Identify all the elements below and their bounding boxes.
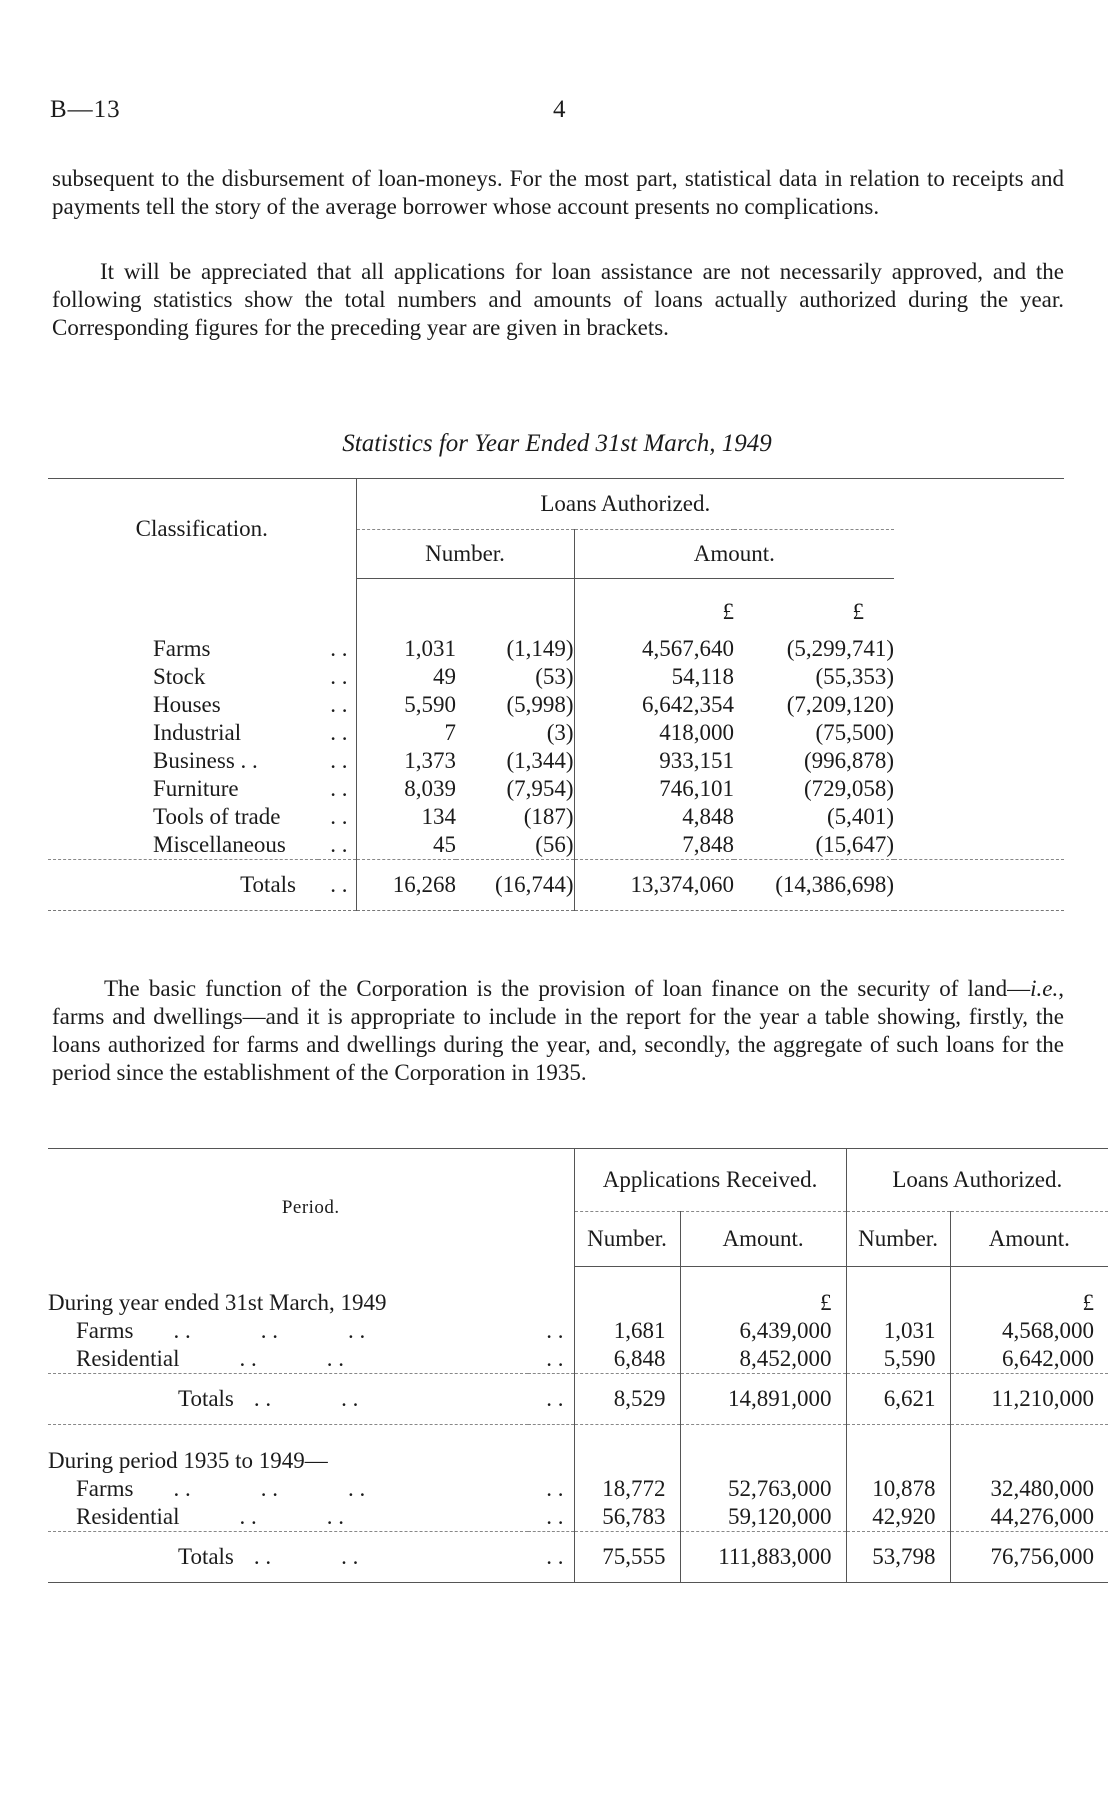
loan-amount-header: Amount. <box>950 1212 1108 1267</box>
row-label: Farms <box>153 636 211 661</box>
table1-caption: Statistics for Year Ended 31st March, 1949 <box>342 430 772 457</box>
totals-row: Totals . . 16,268 (16,744) 13,374,060 (14,386,698) <box>48 860 1064 911</box>
applications-header: Applications Received. <box>574 1149 846 1212</box>
totals-row: Totals . . . . . . 8,529 14,891,000 6,621 11,210,000 <box>48 1374 1108 1425</box>
paragraph-2: It will be appreciated that all applications for loan assistance are not necessarily approved, and the following statistics show the total numbers and amounts of loans actually authorized during the year. Corresponding figures for the preceding year are given in brackets. <box>52 259 1064 340</box>
section-title-row <box>48 1447 1108 1475</box>
section-title: During period 1935 to 1949— <box>48 1448 328 1473</box>
totals-label: Totals . . . . <box>48 1532 528 1583</box>
table-row: Residential . . . . . . 56,783 59,120,000 42,920 44,276,000 <box>48 1503 1108 1532</box>
paragraph-1: subsequent to the disbursement of loan-moneys. For the most part, statistical data in relation to receipts and payments tell the story of the average borrower whose account presents no complications. <box>52 166 1064 219</box>
row-label: Stock <box>153 664 206 689</box>
loans-authorized-header: Loans Authorized. <box>356 479 894 530</box>
row-label: Residential . . . . <box>76 1504 344 1529</box>
row-label: Residential . . . . <box>76 1346 344 1371</box>
amount-header: Amount. <box>574 530 894 579</box>
currency-symbol: £ <box>680 1289 846 1317</box>
table-row: Houses . . 5,590 (5,998) 6,642,354 (7,209,120) <box>48 691 1064 719</box>
table-row: Industrial . . 7 (3) 418,000 (75,500) <box>48 719 1064 747</box>
table-row: Miscellaneous . . 45 (56) 7,848 (15,647) <box>48 831 1064 860</box>
document-reference: B—13 <box>50 96 121 123</box>
table-row: Stock . . 49 (53) 54,118 (55,353) <box>48 663 1064 691</box>
row-label: Industrial <box>153 720 242 745</box>
period-header: Period. <box>281 1196 340 1218</box>
app-amount-header: Amount. <box>680 1212 846 1267</box>
currency-symbol: £ <box>574 579 734 636</box>
section-title-row <box>48 1289 1108 1317</box>
row-label: Miscellaneous <box>153 832 286 857</box>
table-row: Business . . . . 1,373 (1,344) 933,151 (996,878) <box>48 747 1064 775</box>
totals-row: Totals . . . . . . 75,555 111,883,000 53,798 76,756,000 <box>48 1532 1108 1583</box>
table-row: Furniture . . 8,039 (7,954) 746,101 (729,058) <box>48 775 1064 803</box>
row-label: Business . . <box>153 748 258 773</box>
classification-header: Classification. <box>135 515 268 541</box>
loan-number-header: Number. <box>846 1212 950 1267</box>
table-row: Farms . . . . . . . . 1,681 6,439,000 1,031 4,568,000 <box>48 1317 1108 1345</box>
row-label: Houses <box>153 692 221 717</box>
farms-dwellings-table <box>48 1148 1108 1583</box>
page-number: 4 <box>553 96 566 123</box>
table-row: Farms . . 1,031 (1,149) 4,567,640 (5,299,741) <box>48 635 1064 663</box>
app-number-header: Number. <box>574 1212 680 1267</box>
row-label: Tools of trade <box>153 804 281 829</box>
currency-symbol: £ <box>950 1289 1108 1317</box>
row-label: Furniture <box>153 776 239 801</box>
totals-label: Totals . . . . <box>48 1374 528 1425</box>
loans-authorized-table <box>48 478 1064 911</box>
row-label: Farms . . . . . . <box>76 1318 366 1343</box>
currency-symbol: £ <box>852 599 865 624</box>
totals-label: Totals <box>48 860 318 911</box>
table-row: Residential . . . . . . 6,848 8,452,000 5,590 6,642,000 <box>48 1345 1108 1374</box>
section-title: During year ended 31st March, 1949 <box>48 1290 387 1315</box>
loans-authorized-header: Loans Authorized. <box>846 1149 1108 1212</box>
number-header: Number. <box>356 530 574 579</box>
table-row: Tools of trade . . 134 (187) 4,848 (5,401) <box>48 803 1064 831</box>
paragraph-3: The basic function of the Corporation is the provision of loan finance on the security of land—i.e., farms and dwellings—and it is appropriate to include in the report for the year a table showing, firstly, the loans authorized for farms and dwellings during the year, and, secondly, the aggregate of such loans for the period since the establishment of the Corporation in 1935. <box>52 976 1064 1085</box>
row-label: Farms . . . . . . <box>76 1476 366 1501</box>
table-row: Farms . . . . . . . . 18,772 52,763,000 10,878 32,480,000 <box>48 1475 1108 1503</box>
